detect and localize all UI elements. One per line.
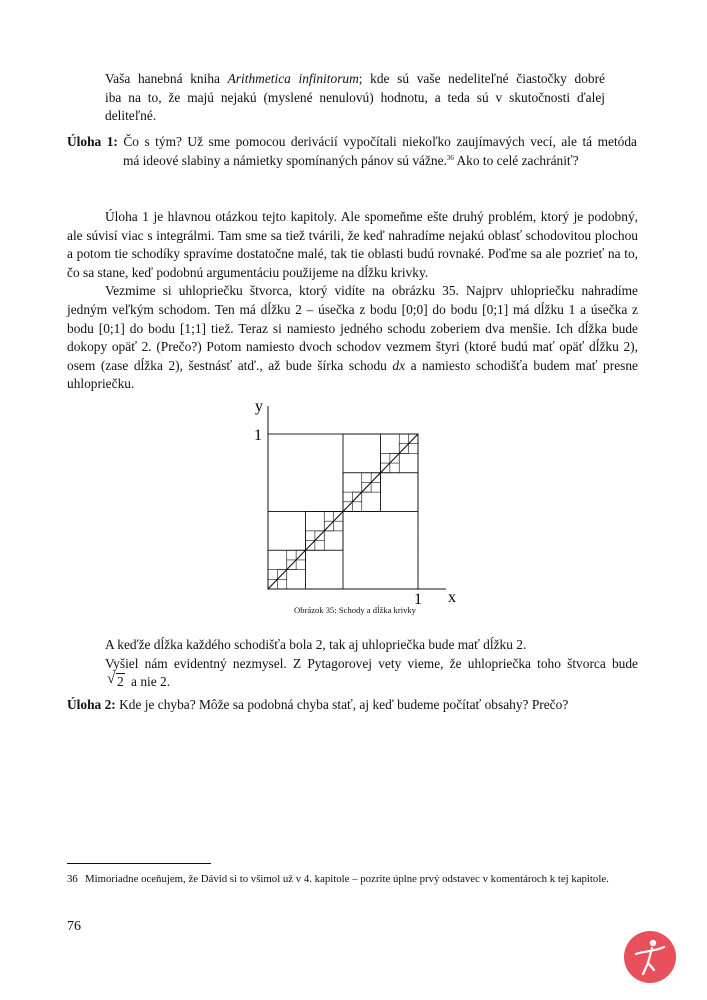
- body-section-2: [67, 636, 638, 692]
- quote-line-1: Vaša hanebná kniha Arithmetica infinitorum; kde sú vaše nedeliteľné čiastočky dobré: [105, 71, 606, 86]
- task-2-label: Úloha 2:: [67, 697, 116, 712]
- footnote-text: Mimoriadne oceňujem, že Dávid si to všimol už v 4. kapitole – pozrite úplne prvý odstavec v komentároch k tej kapitole.: [85, 873, 609, 885]
- quote-line-2: iba na to, že majú nejakú (myslené nenulovú) hodnotu, a teda sú v skutočnosti ďalej: [105, 89, 605, 105]
- figure-caption: Obrázok 35: Schody a dĺžka krivky: [294, 605, 416, 615]
- book-title: Arithmetica infinitorum: [227, 71, 359, 86]
- paragraph-2: Vezmime si uhlopriečku štvorca, ktorý vidíte na obrázku 35. Najprv uhlopriečku nahradíme jedným veľkým schodom. Ten má dĺžku 2 – úsečka z bodu [0;0] do bodu [0;1] má dĺžku 1 a úsečka z bodu [0;1] do bodu [1;1] tiež. Teraz si namiesto jedného schodu zoberiem dva menšie. Ich dĺžka bude dokopy opäť 2. (Prečo?) Potom namiesto dvoch schodov vezmem štyri (ktoré budú mať opäť dĺžku 2), osem (zase dĺžka 2), šestnásť atď., až bude šírka schodu dx a namiesto schodišťa budem mať presne uhlopriečku.: [67, 283, 638, 392]
- dx-math: dx: [392, 357, 406, 373]
- page-number: 76: [67, 919, 81, 934]
- task-1-label: Úloha 1:: [67, 134, 118, 149]
- body-section-1: [67, 208, 638, 394]
- sqrt-2: √ 2: [107, 671, 124, 690]
- paragraph-4: Vyšiel nám evidentný nezmysel. Z Pytagorovej vety vieme, že uhlopriečka toho štvorca bude √ 2 a nie 2.: [67, 655, 638, 692]
- publisher-logo-icon: [623, 930, 677, 984]
- quote-block: [105, 70, 605, 126]
- footnote-number: 36: [67, 873, 78, 885]
- x-axis-label: x: [448, 589, 456, 606]
- quote-line-3: deliteľné.: [105, 108, 157, 124]
- footnote-rule: [67, 863, 211, 864]
- y-tick-label: 1: [254, 427, 262, 444]
- footnote-ref[interactable]: 36: [446, 153, 454, 162]
- task-1: [67, 133, 637, 170]
- paragraph-3: A keďže dĺžka každého schodišťa bola 2, tak aj uhlopriečka bude mať dĺžku 2.: [105, 637, 527, 652]
- paragraph-1: Úloha 1 je hlavnou otázkou tejto kapitoly. Ale spomeňme ešte druhý problém, ktorý je podobný, ale súvisí viac s integrálmi. Tam sme sa tiež tvárili, že keď nahradíme nejakú oblasť schodovitou plochou a potom tie schodíky spravíme dostatočne malé, tak tie oblasti budú rovnaké. Poďme sa ale pozrieť na to, čo sa stane, keď podobnú argumentáciu použijeme na dĺžku krivky.: [67, 209, 638, 280]
- footnote: [67, 872, 640, 886]
- x-tick-label: 1: [414, 591, 422, 608]
- task-1-line-2: má ideové slabiny a námietky spomínaných pánov sú vážne.$^{36}$ Ako to celé zachrániť?: [123, 152, 579, 168]
- task-2-text: Kde je chyba? Môže sa podobná chyba stať, aj keď budeme počítať obsahy? Prečo?: [115, 697, 569, 712]
- staircase-figure: [240, 392, 470, 620]
- task-2: [67, 696, 637, 715]
- y-axis-label: y: [255, 398, 263, 415]
- task-1-line-1: Úloha 1: Čo s tým? Už sme pomocou derivácií vypočítali niekoľko zaujímavých vecí, ale tá metóda: [67, 134, 638, 149]
